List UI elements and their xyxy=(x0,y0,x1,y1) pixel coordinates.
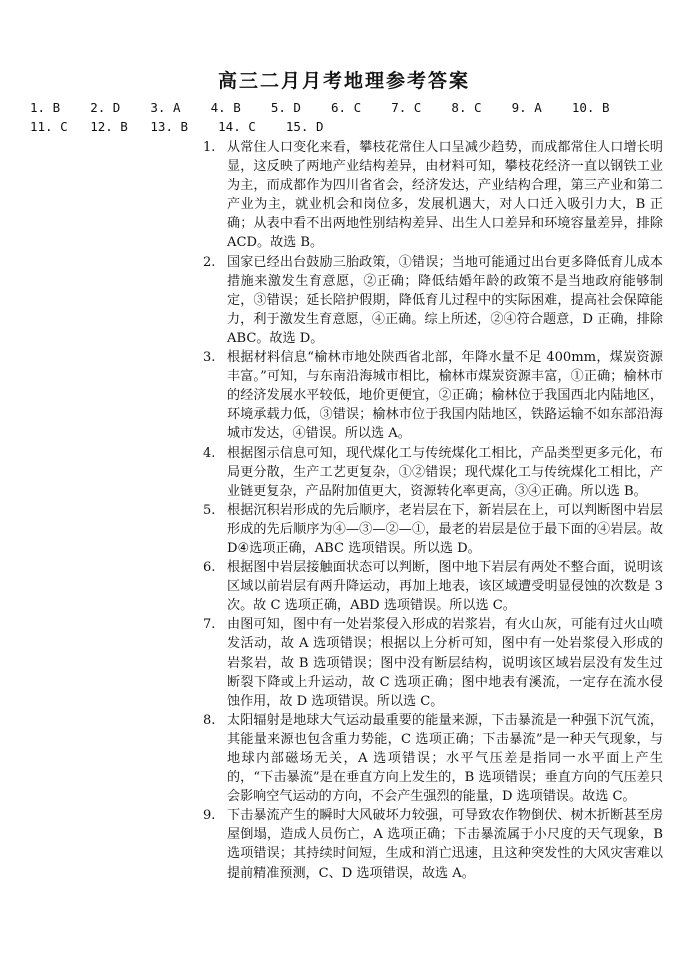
explanation-item xyxy=(203,444,663,501)
explanation-number: 9. xyxy=(203,808,216,824)
explanation-number: 7. xyxy=(203,617,216,633)
explanation-list xyxy=(203,138,663,883)
explanation-text: 从常住人口变化来看，攀枝花常住人口呈减少趋势，而成都常住人口增长明显，这反映了两地产业结构差异，由材料可知，攀枝花经济一直以钢铁工业为主，而成都作为四川省省会，经济发达，产业结构合理，第三产业和第二产业为主，就业机会和岗位多，发展机遇大，对人口迁入吸引力大，B 正确；从表中看不出两地性别结构差异、出生人口差异和环境容量差异，排除 ACD。故选 B。 xyxy=(227,140,663,251)
page-title: 高三二月月考地理参考答案 xyxy=(217,70,470,92)
explanation-text: 根据沉积岩形成的先后顺序，老岩层在下，新岩层在上，可以判断图中岩层形成的先后顺序为④—③—②—①，最老的岩层是位于最下面的④岩层。故 D④选项正确，ABC 选项错误。所以选 D。 xyxy=(227,502,663,556)
explanation-text: 由图可知，图中有一处岩浆侵入形成的岩浆岩，有火山灰，可能有过火山喷发活动，故 A 选项错误；根据以上分析可知，图中有一处岩浆侵入形成的岩浆岩，故 B 选项错误；图中没有断层结构，说明该区域岩层没有发生过断裂下降或上升运动，故 C 选项正确；图中地表有溪流，一定存在流水侵蚀作用，故 D 选项错误。所以选 C。 xyxy=(227,617,663,709)
explanation-item xyxy=(203,615,663,710)
explanation-item xyxy=(203,138,663,253)
answer-key-row-2: 11. C 12. B 13. B 14. C 15. D xyxy=(30,119,324,134)
explanation-item xyxy=(203,501,663,558)
explanation-number: 4. xyxy=(203,445,216,461)
explanation-item xyxy=(203,711,663,806)
explanation-number: 1. xyxy=(203,140,216,155)
explanation-text: 国家已经出台鼓励三胎政策，①错误；当地可能通过出台更多降低育儿成本措施来激发生育意愿，②正确；降低结婚年龄的政策不是当地政府能够制定，③错误；延长陪护假期，降低育儿过程中的实际困难，提高社会保障能力，利于激发生育意愿，④正确。综上所述，②④符合题意，D 正确，排除 ABC。故选 D。 xyxy=(227,254,663,346)
explanation-text: 根据图示信息可知，现代煤化工与传统煤化工相比，产品类型更多元化，布局更分散，生产工艺更复杂，①②错误；现代煤化工与传统煤化工相比，产业链更复杂，产品附加值更大，资源转化率更高，③④正确。所以选 B。 xyxy=(227,445,663,499)
explanation-text: 下击暴流产生的瞬时大风破坏力较强，可导致农作物倒伏、树木折断甚至房屋倒塌，造成人员伤亡，A 选项正确；下击暴流属于小尺度的天气现象，B 选项错误；其持续时间短，生成和消亡迅速，且这种突发性的大风灾害难以提前精准预测，C、D 选项错误，故选 A。 xyxy=(227,808,663,881)
explanation-item xyxy=(203,806,663,882)
answer-key-row-1: 1. B 2. D 3. A 4. B 5. D 6. C 7. C 8. C 9. A 10. B xyxy=(30,100,610,115)
explanation-number: 3. xyxy=(203,350,216,366)
explanation-number: 2. xyxy=(203,254,216,270)
explanation-number: 6. xyxy=(203,560,216,576)
explanation-item xyxy=(203,558,663,615)
explanation-text: 太阳辐射是地球大气运动最重要的能量来源，下击暴流是一种强下沉气流，其能量来源也包含重力势能，C 选项正确；下击暴流”是一种天气现象，与地球内部磁场无关，A 选项错误；水平气压差是指同一水平面上产生的，“下击暴流”是在垂直方向上发生的，B 选项错误；垂直方向的气压差只会影响空气运动的方向，不会产生强烈的能量，D 选项错误。故选 C。 xyxy=(227,712,663,805)
explanation-text: 根据材料信息“榆林市地处陕西省北部，年降水量不足 400mm，煤炭资源丰富。”可知，与东南沿海城市相比，榆林市煤炭资源丰富，①正确；榆林市的经济发展水平较低，地价更便宜，②正确；榆林位于我国西北内陆地区，环境承载力低，③错误；榆林市位于我国内陆地区，铁路运输不如东部沿海城市发达，④错误。所以选 A。 xyxy=(227,350,663,442)
explanation-number: 8. xyxy=(203,712,216,728)
explanation-item xyxy=(203,348,663,443)
explanation-item xyxy=(203,253,663,348)
explanation-number: 5. xyxy=(203,502,216,518)
explanation-text: 根据图中岩层接触面状态可以判断，图中地下岩层有两处不整合面，说明该区域以前岩层有两升降运动，再加上地表，该区域遭受明显侵蚀的次数是 3 次。故 C 选项正确，ABD 选项错误。所以选 C。 xyxy=(227,560,663,614)
